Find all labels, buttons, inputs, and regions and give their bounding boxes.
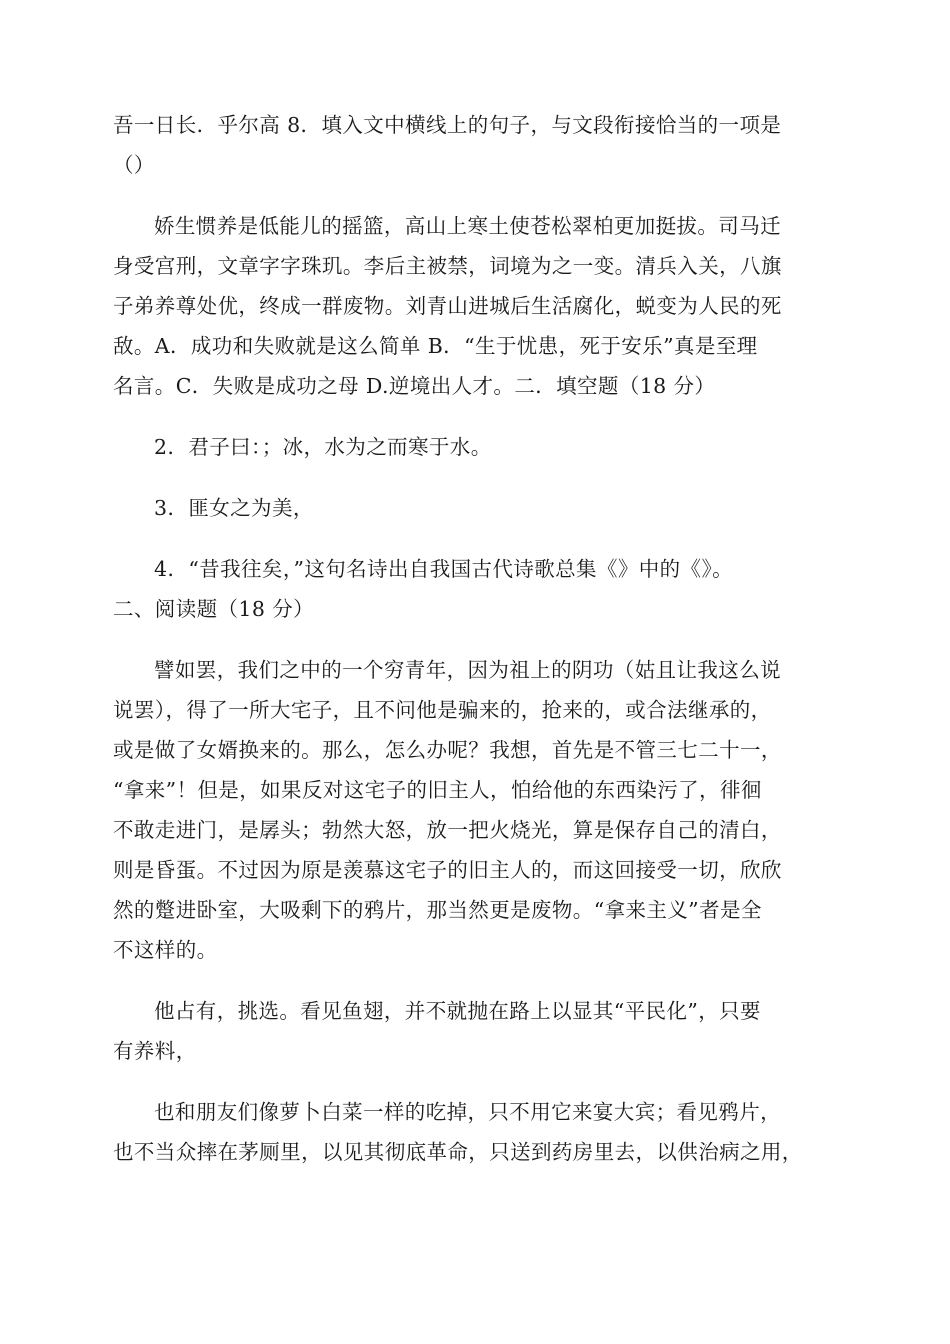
text-line: 2．君子曰：；冰，水为之而寒于水。 (154, 435, 492, 459)
paragraph-reading-passage-1 (113, 650, 838, 970)
text-line: 不这样的。 (113, 938, 218, 962)
text-line: 譬如罢，我们之中的一个穷青年，因为祖上的阴功（姑且让我这么说 (154, 658, 781, 682)
text-line: （） (113, 153, 155, 177)
document-body (113, 105, 838, 1172)
text-line: 吾一日长．乎尔高 8．填入文中横线上的句子，与文段衔接恰当的一项是 (113, 113, 782, 137)
text-line: “拿来”！但是，如果反对这宅子的旧主人，怕给他的东西染污了，徘徊 (113, 778, 762, 802)
text-line: 不敢走进门，是孱头；勃然大怒，放一把火烧光，算是保存自己的清白， (113, 818, 782, 842)
text-line: 他占有，挑选。看见鱼翅，并不就抛在路上以显其“平民化”，只要 (154, 999, 761, 1023)
text-line: 也不当众摔在茅厕里，以见其彻底革命，只送到药房里去，以供治病之用， (113, 1140, 803, 1164)
paragraph-fill-blank-2 (113, 427, 838, 467)
paragraph-question-8 (113, 105, 838, 185)
paragraph-reading-passage-2 (113, 991, 838, 1071)
paragraph-reading-passage-3 (113, 1092, 838, 1172)
paragraph-passage-adversity (113, 206, 838, 406)
text-line: 4．“昔我往矣，”这句名诗出自我国古代诗歌总集《》中的《》。 (154, 557, 734, 581)
text-line: 有养料， (113, 1039, 197, 1063)
text-line: 敌。A．成功和失败就是这么简单 B．“生于忧患，死于安乐”真是至理 (113, 334, 758, 358)
text-line: 名言。C．失败是成功之母 D.逆境出人才。二．填空题（18 分） (113, 374, 716, 398)
text-line: 则是昏蛋。不过因为原是羡慕这宅子的旧主人的，而这回接受一切，欣欣 (113, 858, 782, 882)
text-line: 或是做了女婿换来的。那么，怎么办呢？我想，首先是不管三七二十一， (113, 738, 782, 762)
text-line: 娇生惯养是低能儿的摇篮，高山上寒土使苍松翠柏更加挺拔。司马迁 (154, 214, 781, 238)
text-line: 子弟养尊处优，终成一群废物。刘青山进城后生活腐化，蜕变为人民的死 (113, 294, 782, 318)
text-line: 3．匪女之为美， (154, 496, 314, 520)
paragraph-fill-blank-3 (113, 488, 838, 528)
paragraph-fill-blank-4 (113, 549, 838, 629)
section-heading-reading: 二、阅读题（18 分） (113, 597, 315, 621)
text-line: 也和朋友们像萝卜白菜一样的吃掉，只不用它来宴大宾；看见鸦片， (154, 1100, 781, 1124)
text-line: 说罢），得了一所大宅子，且不问他是骗来的，抢来的，或合法继承的， (113, 698, 772, 722)
text-line: 然的蹩进卧室，大吸剩下的鸦片，那当然更是废物。“拿来主义”者是全 (113, 898, 762, 922)
text-line: 身受宫刑，文章字字珠玑。李后主被禁，词境为之一变。清兵入关，八旗 (113, 254, 782, 278)
